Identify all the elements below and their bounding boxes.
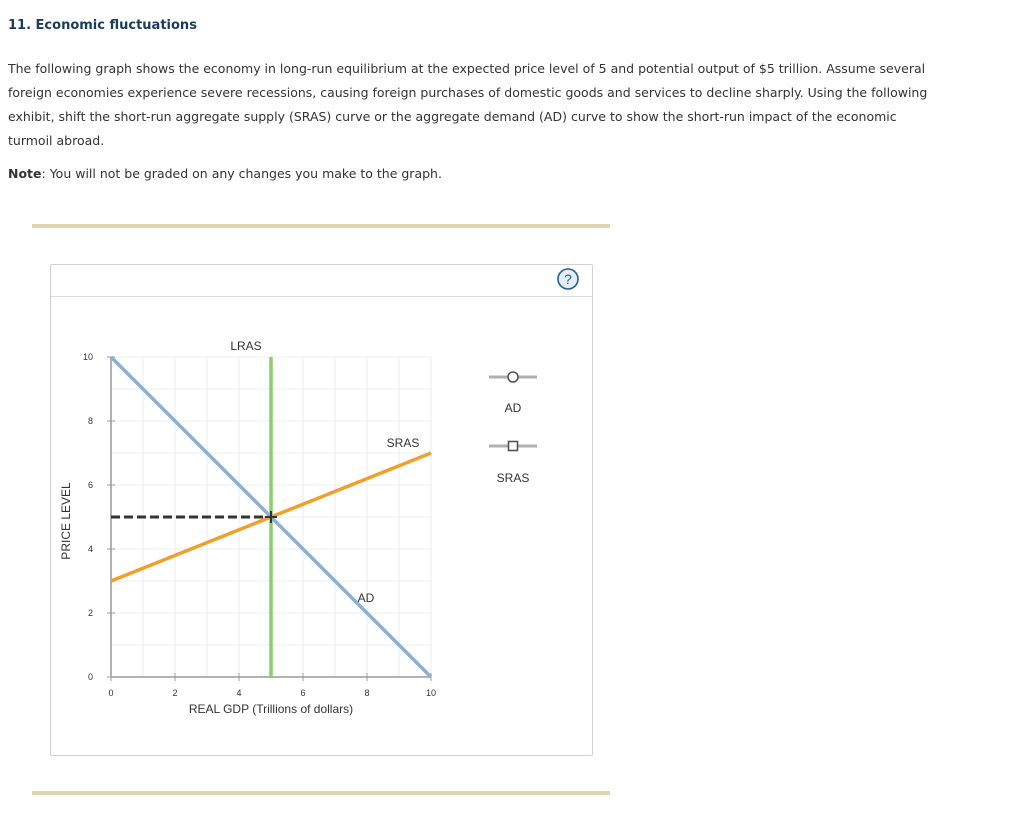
x-tick-label: 0 [108, 688, 114, 698]
legend-sras-square-marker[interactable] [509, 442, 518, 451]
question-body: The following graph shows the economy in long-run equilibrium at the expected price level of 5 and potential output of $5 trillion. Assume several foreign economies experience severe recessions, causing foreign purchases of domestic goods and services to decline sharply. Using the following exhibit, shift the short-run aggregate supply (SRAS) curve or the aggregate demand (AD) curve to show the short-run impact of the economic turmoil abroad. [8, 61, 928, 148]
y-tick-label: 0 [87, 672, 93, 682]
help-label: ? [564, 271, 572, 287]
legend-ad-label: AD [504, 401, 522, 415]
x-tick-label: 8 [364, 688, 370, 698]
sras-label: SRAS [386, 436, 420, 450]
bottom-divider [32, 791, 610, 795]
y-tick-label: 8 [87, 416, 93, 426]
ad-label: AD [357, 590, 375, 605]
x-tick-label: 6 [300, 688, 306, 698]
note-label: Note [8, 166, 42, 181]
legend-ad-circle-marker[interactable] [508, 372, 518, 382]
y-tick-label: 10 [82, 352, 93, 362]
y-axis-label: PRICE LEVEL [59, 482, 73, 560]
y-tick-label: 2 [87, 608, 93, 618]
question-title: 11. Economic fluctuations [8, 18, 197, 33]
x-tick-label: 2 [172, 688, 178, 698]
lras-label: LRAS [230, 339, 262, 353]
x-tick-label: 4 [236, 688, 242, 698]
y-tick-label: 4 [87, 544, 93, 554]
y-tick-label: 6 [87, 480, 93, 490]
note-text: : You will not be graded on any changes you make to the graph. [41, 166, 442, 181]
legend-sras-label: SRAS [496, 471, 530, 485]
x-axis-label: REAL GDP (Trillions of dollars) [188, 702, 354, 716]
x-tick-label: 10 [425, 688, 437, 698]
